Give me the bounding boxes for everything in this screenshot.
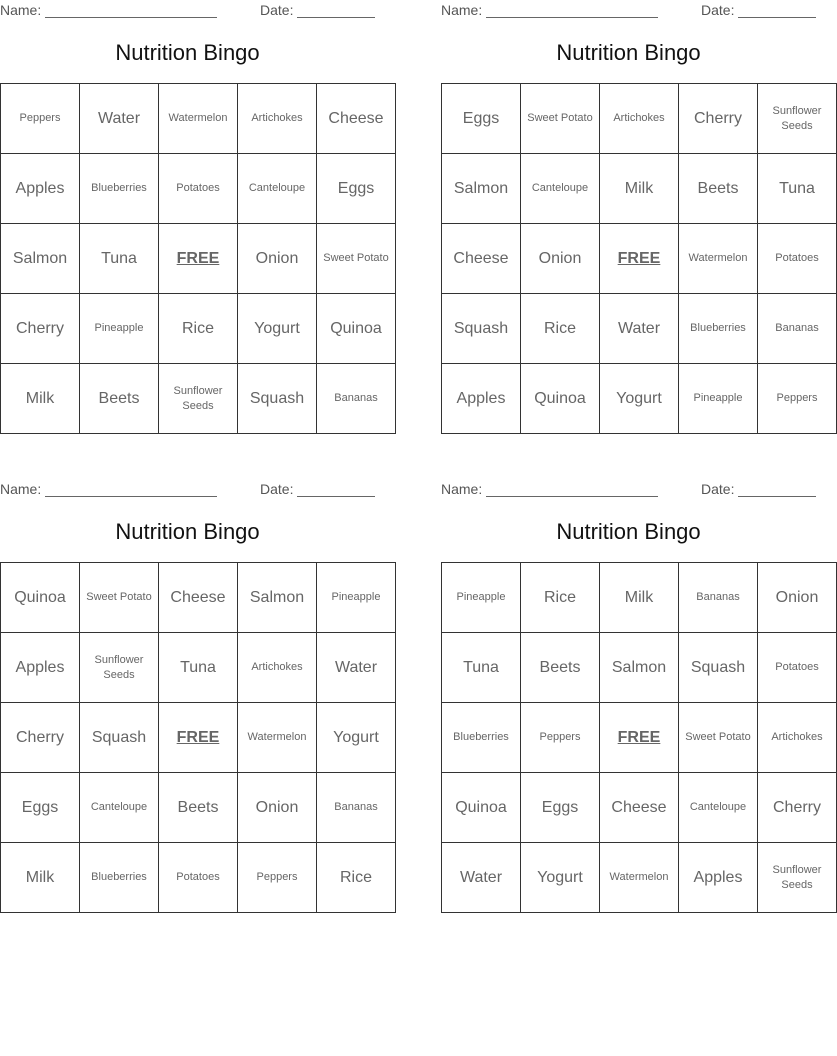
date-label: Date:: [701, 2, 735, 18]
bingo-cell[interactable]: Squash: [679, 633, 758, 703]
bingo-card: [441, 0, 822, 407]
bingo-cell[interactable]: Yogurt: [600, 364, 679, 434]
bingo-cell[interactable]: Cheese: [317, 84, 396, 154]
bingo-cell[interactable]: Blueberries: [442, 703, 521, 773]
card-title: Nutrition Bingo: [556, 40, 701, 65]
bingo-cell[interactable]: Salmon: [1, 224, 80, 294]
bingo-cell[interactable]: Cherry: [758, 773, 837, 843]
bingo-card: [0, 479, 381, 886]
bingo-cell[interactable]: Blueberries: [80, 154, 159, 224]
bingo-row: [442, 154, 837, 224]
bingo-row: [1, 294, 396, 364]
bingo-cell[interactable]: Eggs: [442, 84, 521, 154]
bingo-cell[interactable]: Sweet Potato: [80, 563, 159, 633]
bingo-cell[interactable]: Beets: [159, 773, 238, 843]
bingo-cell[interactable]: Bananas: [317, 773, 396, 843]
bingo-cell[interactable]: Watermelon: [238, 703, 317, 773]
bingo-cell[interactable]: Rice: [521, 563, 600, 633]
name-label: Name:: [0, 481, 42, 497]
bingo-cell[interactable]: Tuna: [758, 154, 837, 224]
bingo-cell[interactable]: Watermelon: [600, 843, 679, 913]
bingo-row: [442, 843, 837, 913]
bingo-cell[interactable]: Bananas: [758, 294, 837, 364]
bingo-cell[interactable]: Eggs: [317, 154, 396, 224]
bingo-cell[interactable]: Rice: [159, 294, 238, 364]
bingo-cell[interactable]: Bananas: [317, 364, 396, 434]
bingo-row: [442, 563, 837, 633]
bingo-cell[interactable]: Milk: [600, 563, 679, 633]
free-space[interactable]: FREE: [159, 224, 238, 294]
bingo-grid: [441, 83, 837, 434]
card-title: Nutrition Bingo: [115, 40, 260, 65]
name-label: Name:: [441, 2, 483, 18]
name-field[interactable]: [486, 482, 658, 497]
bingo-row: [1, 154, 396, 224]
card-title: Nutrition Bingo: [556, 519, 701, 544]
bingo-row: [1, 364, 396, 434]
bingo-cell[interactable]: Blueberries: [80, 843, 159, 913]
bingo-row: [1, 773, 396, 843]
bingo-row: [442, 364, 837, 434]
date-label: Date:: [260, 481, 294, 497]
bingo-row: [442, 703, 837, 773]
bingo-cell[interactable]: Peppers: [521, 703, 600, 773]
bingo-cell[interactable]: Blueberries: [679, 294, 758, 364]
name-field[interactable]: [45, 482, 217, 497]
bingo-row: [1, 703, 396, 773]
date-field[interactable]: [738, 482, 816, 497]
name-field[interactable]: [486, 3, 658, 18]
bingo-cell[interactable]: Apples: [442, 364, 521, 434]
bingo-cell[interactable]: Water: [80, 84, 159, 154]
bingo-cell[interactable]: Pineapple: [679, 364, 758, 434]
bingo-cell[interactable]: Beets: [80, 364, 159, 434]
bingo-cell[interactable]: Cherry: [679, 84, 758, 154]
bingo-row: [442, 773, 837, 843]
bingo-cell[interactable]: Water: [600, 294, 679, 364]
bingo-cell[interactable]: Water: [442, 843, 521, 913]
bingo-cell[interactable]: Sunflower Seeds: [758, 843, 837, 913]
bingo-cell[interactable]: Quinoa: [317, 294, 396, 364]
bingo-cell[interactable]: Peppers: [1, 84, 80, 154]
bingo-cell[interactable]: Milk: [600, 154, 679, 224]
bingo-cell[interactable]: Rice: [317, 843, 396, 913]
bingo-row: [1, 84, 396, 154]
bingo-cell[interactable]: Peppers: [758, 364, 837, 434]
free-space[interactable]: FREE: [159, 703, 238, 773]
bingo-cell[interactable]: Onion: [758, 563, 837, 633]
bingo-cell[interactable]: Cherry: [1, 294, 80, 364]
bingo-row: [1, 843, 396, 913]
bingo-cell[interactable]: Pineapple: [80, 294, 159, 364]
bingo-cell[interactable]: Salmon: [238, 563, 317, 633]
bingo-row: [442, 84, 837, 154]
bingo-cell[interactable]: Sweet Potato: [679, 703, 758, 773]
bingo-cell[interactable]: Potatoes: [159, 154, 238, 224]
bingo-cell[interactable]: Sweet Potato: [521, 84, 600, 154]
bingo-cell[interactable]: Squash: [80, 703, 159, 773]
free-space[interactable]: FREE: [600, 224, 679, 294]
bingo-cell[interactable]: Rice: [521, 294, 600, 364]
bingo-cell[interactable]: Artichokes: [238, 84, 317, 154]
date-field[interactable]: [297, 3, 375, 18]
bingo-cell[interactable]: Watermelon: [679, 224, 758, 294]
bingo-cell[interactable]: Artichokes: [238, 633, 317, 703]
bingo-cell[interactable]: Quinoa: [442, 773, 521, 843]
bingo-cell[interactable]: Potatoes: [758, 224, 837, 294]
bingo-cell[interactable]: Cheese: [159, 563, 238, 633]
bingo-cell[interactable]: Apples: [1, 633, 80, 703]
card-header: [441, 479, 816, 501]
bingo-cell[interactable]: Watermelon: [159, 84, 238, 154]
name-label: Name:: [441, 481, 483, 497]
bingo-cell[interactable]: Squash: [238, 364, 317, 434]
card-header: [0, 479, 375, 501]
bingo-cell[interactable]: Tuna: [159, 633, 238, 703]
bingo-cell[interactable]: Canteloupe: [238, 154, 317, 224]
bingo-cell[interactable]: Pineapple: [317, 563, 396, 633]
bingo-cell[interactable]: Artichokes: [758, 703, 837, 773]
bingo-cell[interactable]: Potatoes: [159, 843, 238, 913]
bingo-cell[interactable]: Pineapple: [442, 563, 521, 633]
bingo-cell[interactable]: Salmon: [442, 154, 521, 224]
bingo-cell[interactable]: Onion: [238, 224, 317, 294]
bingo-card: [0, 0, 389, 412]
bingo-cell[interactable]: Milk: [1, 364, 80, 434]
bingo-cell[interactable]: Squash: [442, 294, 521, 364]
bingo-cell[interactable]: Quinoa: [521, 364, 600, 434]
bingo-row: [442, 224, 837, 294]
bingo-cell[interactable]: Peppers: [238, 843, 317, 913]
bingo-cell[interactable]: Eggs: [521, 773, 600, 843]
bingo-cell[interactable]: Tuna: [442, 633, 521, 703]
bingo-cell[interactable]: Canteloupe: [679, 773, 758, 843]
bingo-cell[interactable]: Milk: [1, 843, 80, 913]
name-field[interactable]: [45, 3, 217, 18]
bingo-row: [442, 633, 837, 703]
bingo-cell[interactable]: Salmon: [600, 633, 679, 703]
date-label: Date:: [260, 2, 294, 18]
bingo-cell[interactable]: Yogurt: [317, 703, 396, 773]
bingo-card: [441, 479, 823, 891]
card-title: Nutrition Bingo: [115, 519, 260, 544]
bingo-cell[interactable]: Bananas: [679, 563, 758, 633]
bingo-cell[interactable]: Canteloupe: [80, 773, 159, 843]
bingo-grid: [441, 562, 837, 913]
date-field[interactable]: [738, 3, 816, 18]
bingo-cell[interactable]: Beets: [679, 154, 758, 224]
bingo-cell[interactable]: Beets: [521, 633, 600, 703]
bingo-cell[interactable]: Sunflower Seeds: [159, 364, 238, 434]
bingo-row: [442, 294, 837, 364]
bingo-cell[interactable]: Sunflower Seeds: [80, 633, 159, 703]
bingo-cell[interactable]: Potatoes: [758, 633, 837, 703]
name-label: Name:: [0, 2, 42, 18]
bingo-cell[interactable]: Apples: [679, 843, 758, 913]
date-field[interactable]: [297, 482, 375, 497]
card-header: [441, 0, 816, 22]
bingo-cell[interactable]: Cheese: [442, 224, 521, 294]
bingo-cell[interactable]: Eggs: [1, 773, 80, 843]
bingo-cell[interactable]: Onion: [521, 224, 600, 294]
bingo-cell[interactable]: Yogurt: [521, 843, 600, 913]
bingo-cell[interactable]: Artichokes: [600, 84, 679, 154]
bingo-grid: [0, 83, 396, 434]
bingo-cell[interactable]: Cheese: [600, 773, 679, 843]
bingo-cell[interactable]: Apples: [1, 154, 80, 224]
bingo-cell[interactable]: Yogurt: [238, 294, 317, 364]
bingo-cell[interactable]: Sunflower Seeds: [758, 84, 837, 154]
bingo-row: [1, 224, 396, 294]
bingo-cell[interactable]: Quinoa: [1, 563, 80, 633]
bingo-row: [1, 563, 396, 633]
bingo-grid: [0, 562, 396, 913]
bingo-cell[interactable]: Canteloupe: [521, 154, 600, 224]
bingo-cell[interactable]: Cherry: [1, 703, 80, 773]
free-space[interactable]: FREE: [600, 703, 679, 773]
bingo-cell[interactable]: Onion: [238, 773, 317, 843]
card-header: [0, 0, 375, 22]
bingo-cell[interactable]: Water: [317, 633, 396, 703]
bingo-row: [1, 633, 396, 703]
date-label: Date:: [701, 481, 735, 497]
bingo-cell[interactable]: Tuna: [80, 224, 159, 294]
bingo-cell[interactable]: Sweet Potato: [317, 224, 396, 294]
